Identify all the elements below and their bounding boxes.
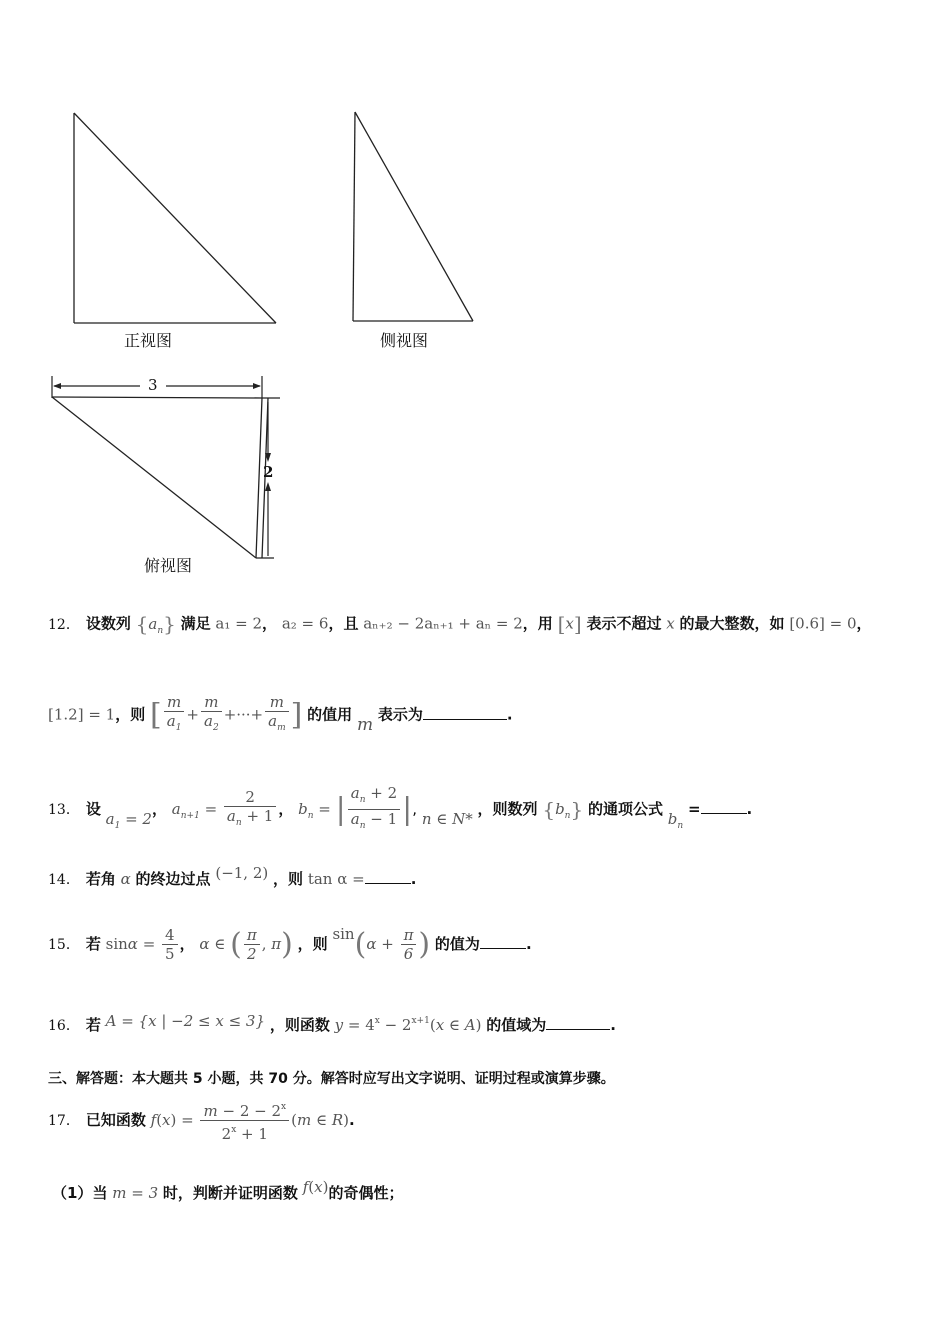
width-dimension	[52, 376, 280, 398]
floor-example-2: [1.2] = 1	[48, 705, 116, 724]
dim-width-label: 3	[148, 376, 158, 394]
question-17: 17． 已知函数 f(x) = $\frac{m - 2 - 2^x}{2^x + 1}$ (m ∈ R).	[48, 1098, 355, 1143]
point-coordinates: (−1, 2)	[215, 864, 269, 882]
answer-blank-13[interactable]	[701, 799, 747, 814]
answer-blank-15[interactable]	[480, 934, 526, 949]
top-view-triangle	[52, 397, 274, 558]
a2-condition: a₂ = 6	[281, 614, 329, 633]
question-12-line-1: 12． 设数列 $\{a_n\}$ 满足 a₁ = 2， a₂ = 6，且 aₙ₊₂ − 2aₙ₊₁ + aₙ = 2，用 [x] 表示不超过 x 的最大整数，如 [0.6] = 0，	[48, 612, 872, 636]
side-view-triangle	[353, 112, 473, 321]
tan-expression: tan α =	[307, 870, 365, 888]
question-15: 15． 若 sinα = $\frac{4}{5}$ ， α ∈ ( $\frac{\pi}{2}$ , π) ，则 sin(α + $\frac{\pi}{6}$ ) 的值为 .	[48, 925, 532, 963]
question-17-part-1: （1）当 m = 3 时，判断并证明函数 f(x)的奇偶性；	[52, 1178, 404, 1202]
answer-blank-16[interactable]	[546, 1015, 610, 1030]
question-13: 13． 设 $a_1 = 2$， $a_{n+1}$ = $\frac{2}{a_n + 1}$ ， $b_n$ = | $\frac{a_n + 2}{a_n - 1}$ |, n ∈ N* ，则数列 $\{b_n\}$ 的通项公式 $b_n$ = .	[48, 784, 753, 831]
top-view-label: 俯视图	[144, 556, 193, 575]
three-view-figure	[0, 0, 950, 600]
question-16: 16． 若 A = {x | −2 ≤ x ≤ 3} ，则函数 $y = 4^x - 2^{x+1}(x$ ∈ A) 的值域为 .	[48, 1012, 616, 1034]
front-view-triangle	[74, 113, 276, 323]
recurrence: aₙ₊₂ − 2aₙ₊₁ + aₙ = 2	[363, 614, 523, 633]
dim-height-label: 2	[263, 463, 274, 481]
n-domain: n ∈ N*	[421, 810, 473, 828]
side-view-label: 侧视图	[380, 331, 429, 350]
question-14: 14． 若角 α 的终边过点 (−1, 2) ，则 tan α = .	[48, 864, 417, 888]
front-view-label: 正视图	[124, 331, 173, 350]
answer-blank-12[interactable]	[423, 705, 507, 720]
floor-example-1: [0.6] = 0	[789, 614, 857, 633]
a1-condition: a₁ = 2	[215, 614, 263, 633]
set-a: A = {x | −2 ≤ x ≤ 3}	[105, 1012, 266, 1030]
answer-blank-14[interactable]	[365, 869, 411, 884]
section-3-header: 三、解答题：本大题共 5 小题，共 70 分。解答时应写出文字说明、证明过程或演算步骤。	[48, 1071, 615, 1087]
question-12-line-2: [1.2] = 1，则 [ $\frac{m}{a_1}$ + $\frac{m}{a_2}$ +···+ $\frac{m}{a_m}$ ] 的值用 m 表示为 .	[48, 693, 513, 735]
m-condition: m = 3	[112, 1184, 159, 1202]
